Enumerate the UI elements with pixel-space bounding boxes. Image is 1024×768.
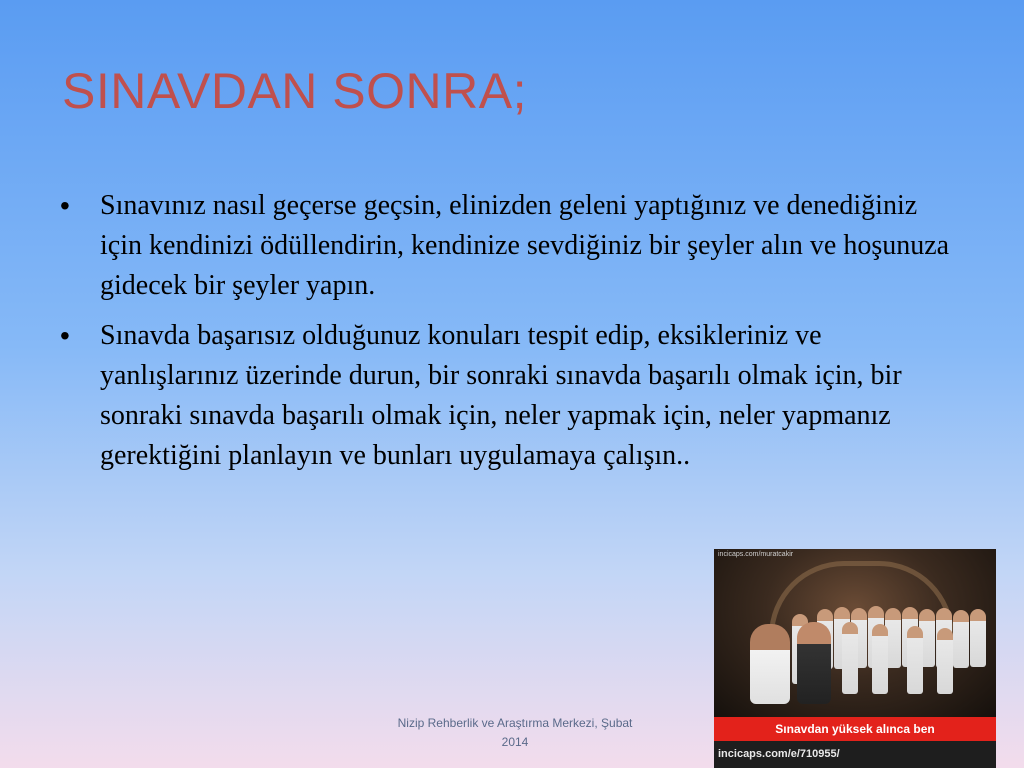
bullet-list — [60, 186, 965, 486]
meme-photo — [714, 549, 996, 768]
footer-line-1: Nizip Rehberlik ve Araştırma Merkezi, Şubat — [397, 716, 633, 730]
bullet-item — [60, 316, 965, 476]
photo-url: incicaps.com/e/710955/ — [714, 741, 996, 768]
slide-footer — [355, 714, 675, 752]
photo-scene — [714, 549, 996, 717]
bullet-text: Sınavda başarısız olduğunuz konuları tespit edip, eksikleriniz ve yanlışlarınız üzerinde durun, bir sonraki sınavda başarılı olmak için, bir sonraki sınavda başarılı olmak için, neler yapmak için, neler yapmanız gerektiğini planlayın ve bunları uygulamaya çalışın.. — [100, 320, 902, 471]
photo-caption: Sınavdan yüksek alınca ben — [714, 717, 996, 741]
bullet-text: Sınavınız nasıl geçerse geçsin, elinizden geleni yaptığınız ve denediğiniz için kendinizi ödüllendirin, kendinize sevdiğiniz bir şeyler alın ve hoşunuza gidecek bir şeyler yapın. — [100, 190, 950, 301]
bullet-icon: • — [60, 190, 70, 221]
bullet-icon: • — [60, 320, 70, 351]
footer-line-2: 2014 — [501, 735, 529, 749]
crowd-figures — [722, 604, 994, 704]
bullet-item — [60, 186, 965, 306]
photo-watermark: incicaps.com/muratcakir — [718, 551, 794, 558]
slide-title: SINAVDAN SONRA; — [62, 63, 527, 119]
